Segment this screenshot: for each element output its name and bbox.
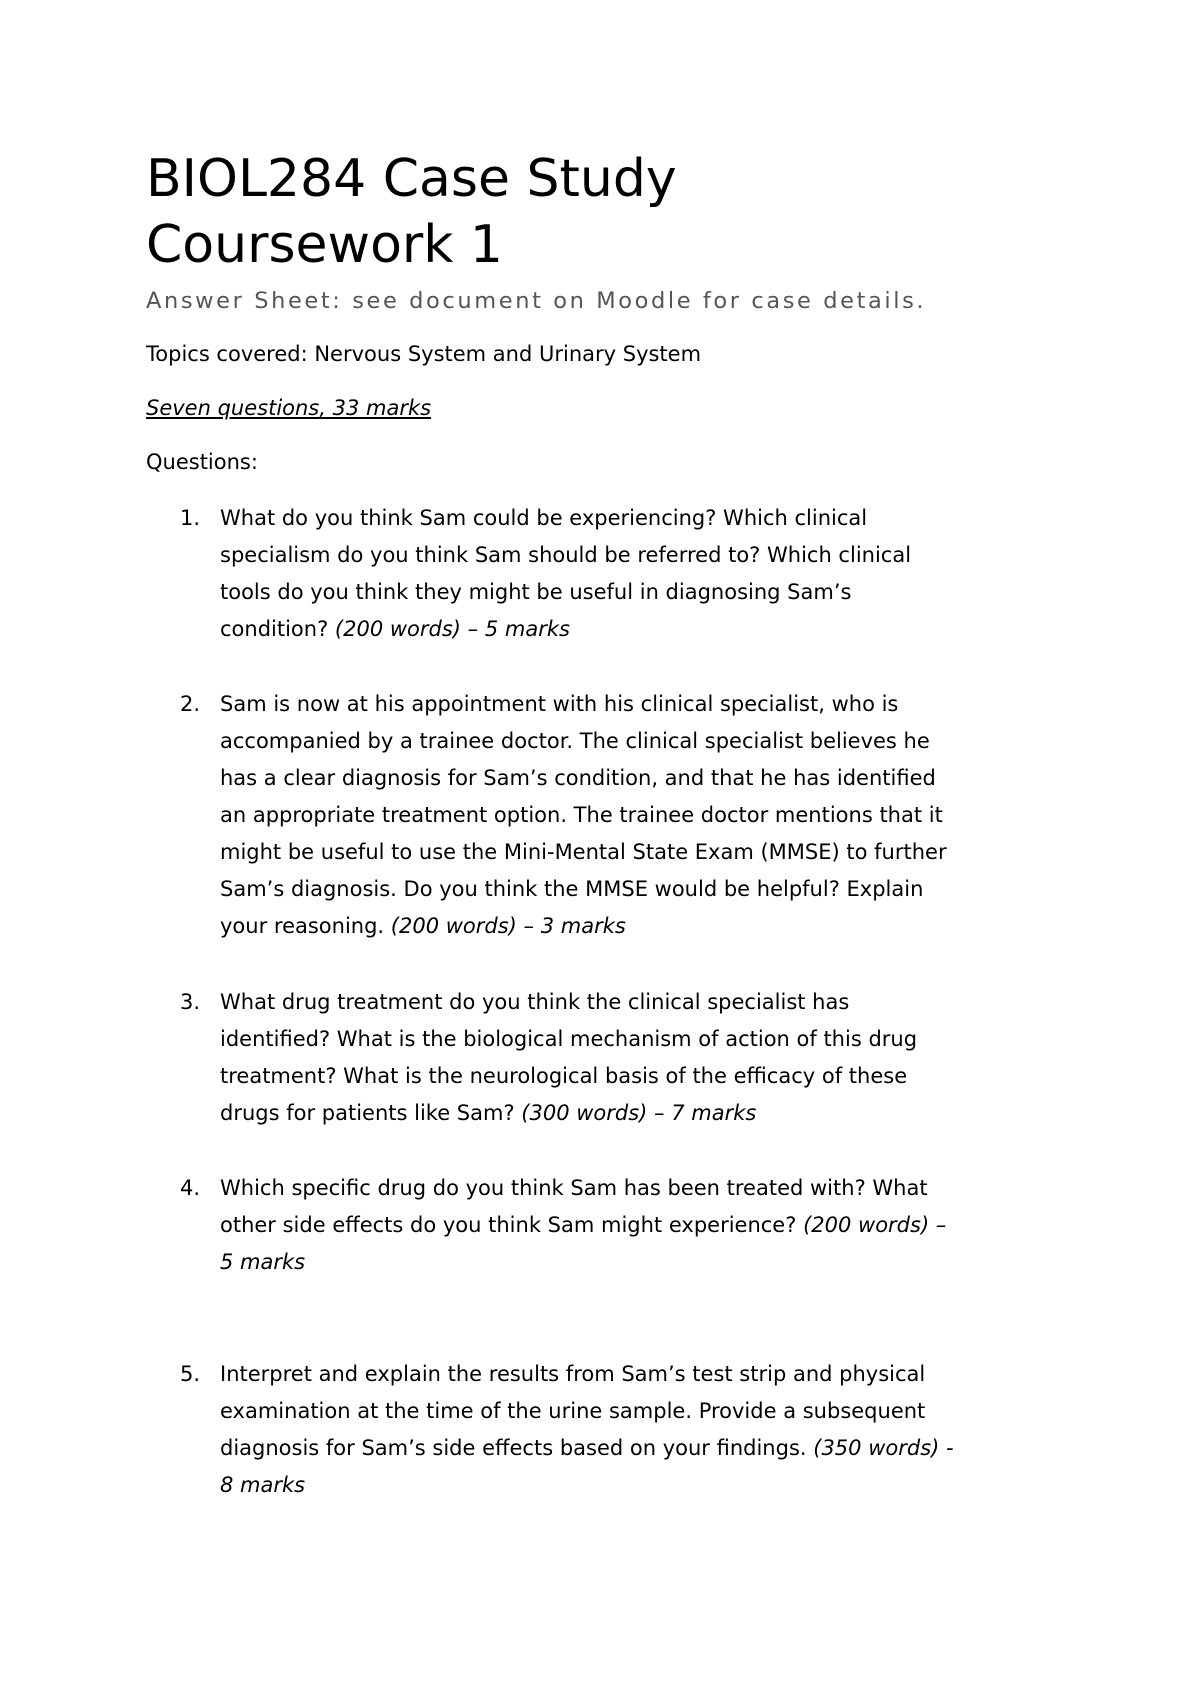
question-text-line: treatment? What is the neurological basis of the efficacy of these [220, 1064, 908, 1088]
document-subtitle: Answer Sheet: see document on Moodle for case details. [146, 288, 927, 314]
question-word-limit: (200 words) – 5 marks [334, 617, 570, 641]
question-text-line: Interpret and explain the results from Sam’s test strip and physical [220, 1362, 926, 1386]
question-1 [180, 500, 1070, 648]
question-3 [180, 984, 1070, 1132]
question-text-line: identified? What is the biological mechanism of action of this drug [220, 1027, 918, 1051]
question-marks: 8 marks [220, 1473, 306, 1497]
question-number: 2. [180, 692, 201, 716]
question-text-line: What drug treatment do you think the clinical specialist has [220, 990, 850, 1014]
title-line-2: Coursework 1 [146, 215, 503, 275]
question-word-limit: (200 words) – [803, 1213, 947, 1237]
questions-label: Questions: [146, 450, 258, 474]
question-number: 1. [180, 506, 201, 530]
question-text-line: specialism do you think Sam should be referred to? Which clinical [220, 543, 912, 567]
marks-summary: Seven questions, 33 marks [146, 396, 432, 420]
question-number: 5. [180, 1362, 201, 1386]
question-text-line: other side effects do you think Sam might experience? [220, 1213, 804, 1237]
question-text-line: Which specific drug do you think Sam has been treated with? What [220, 1176, 928, 1200]
question-text-line: What do you think Sam could be experiencing? Which clinical [220, 506, 868, 530]
topics-covered: Topics covered: Nervous System and Urinary System [146, 342, 702, 366]
title-line-1: BIOL284 Case Study [146, 149, 677, 209]
question-text-line: condition? [220, 617, 335, 641]
question-text-line: Sam is now at his appointment with his clinical specialist, who is [220, 692, 899, 716]
question-text-line: tools do you think they might be useful in diagnosing Sam’s [220, 580, 852, 604]
question-word-limit: (300 words) – 7 marks [521, 1101, 757, 1125]
question-number: 3. [180, 990, 201, 1014]
question-text-line: drugs for patients like Sam? [220, 1101, 522, 1125]
question-text-line: might be useful to use the Mini-Mental State Exam (MMSE) to further [220, 840, 947, 864]
question-text-line: Sam’s diagnosis. Do you think the MMSE would be helpful? Explain [220, 877, 924, 901]
question-text-line: has a clear diagnosis for Sam’s condition, and that he has identified [220, 766, 936, 790]
question-text-line: examination at the time of the urine sample. Provide a subsequent [220, 1399, 926, 1423]
question-text-line: accompanied by a trainee doctor. The clinical specialist believes he [220, 729, 930, 753]
question-marks: 5 marks [220, 1250, 306, 1274]
question-2 [180, 686, 1070, 945]
question-text-line: diagnosis for Sam’s side effects based on your findings. [220, 1436, 814, 1460]
document-title [146, 146, 677, 278]
question-text-line: your reasoning. [220, 914, 391, 938]
question-5 [180, 1356, 1070, 1504]
question-word-limit: (350 words) - [813, 1436, 954, 1460]
question-number: 4. [180, 1176, 201, 1200]
question-word-limit: (200 words) – 3 marks [390, 914, 626, 938]
question-text-line: an appropriate treatment option. The trainee doctor mentions that it [220, 803, 943, 827]
question-4 [180, 1170, 1070, 1281]
